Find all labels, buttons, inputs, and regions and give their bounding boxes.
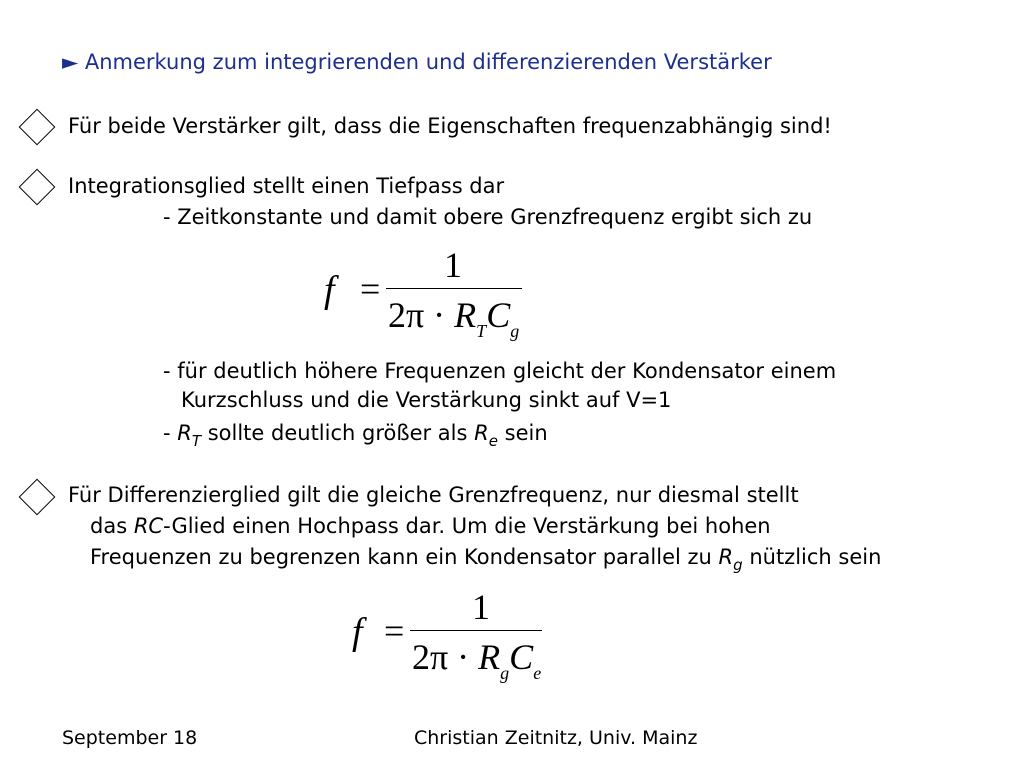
formula-highpass <box>348 584 568 684</box>
slide-heading <box>62 50 772 74</box>
bullet-2-sub-3: - $R_T$ sollte deutlich größer als $R_e$ sein <box>163 421 548 450</box>
heading-text: Anmerkung zum integrierenden und differenzierenden Verstärker <box>84 50 772 74</box>
formula-numerator: 1 <box>444 245 462 285</box>
diamond-bullet-icon <box>19 109 56 146</box>
bullet-2-sub-2-line-1: - für deutlich höhere Frequenzen gleicht der Kondensator einem <box>163 359 837 383</box>
formula-equals: = <box>360 269 381 309</box>
bullet-3-line-2: das RC-Glied einen Hochpass dar. Um die Verstärkung bei hohen <box>90 514 771 538</box>
fraction-bar <box>386 288 522 289</box>
bullet-2-sub-1: - Zeitkonstante und damit obere Grenzfrequenz ergibt sich zu <box>163 205 813 229</box>
footer-author: Christian Zeitnitz, Univ. Mainz <box>414 727 698 749</box>
formula-denominator: $2\pi \cdot R_gC_e$ <box>412 637 542 683</box>
bullet-3-line-3: Frequenzen zu begrenzen kann ein Kondensator parallel zu $R_g$ nützlich sein <box>90 545 882 574</box>
formula-numerator: 1 <box>472 587 490 627</box>
bullet-3-line-1: Für Differenzierglied gilt die gleiche Grenzfrequenz, nur diesmal stellt <box>68 483 799 507</box>
formula-equals: = <box>384 611 405 651</box>
formula-lhs: f <box>324 269 335 311</box>
footer-date: September 18 <box>62 727 198 749</box>
formula-lowpass <box>320 242 540 342</box>
bullet-2-sub-2-line-2: Kurzschluss und die Verstärkung sinkt auf V=1 <box>181 388 672 412</box>
bullet-1-text: Für beide Verstärker gilt, dass die Eigenschaften frequenzabhängig sind! <box>68 114 832 138</box>
formula-denominator: $2\pi \cdot R_TC_g$ <box>388 295 520 341</box>
fraction-bar <box>410 630 542 631</box>
diamond-bullet-icon <box>19 169 56 206</box>
formula-lhs: f <box>352 611 363 653</box>
diamond-bullet-icon <box>19 479 56 516</box>
triangle-bullet-icon: ► <box>62 50 79 74</box>
bullet-2-title: Integrationsglied stellt einen Tiefpass dar <box>68 174 505 198</box>
